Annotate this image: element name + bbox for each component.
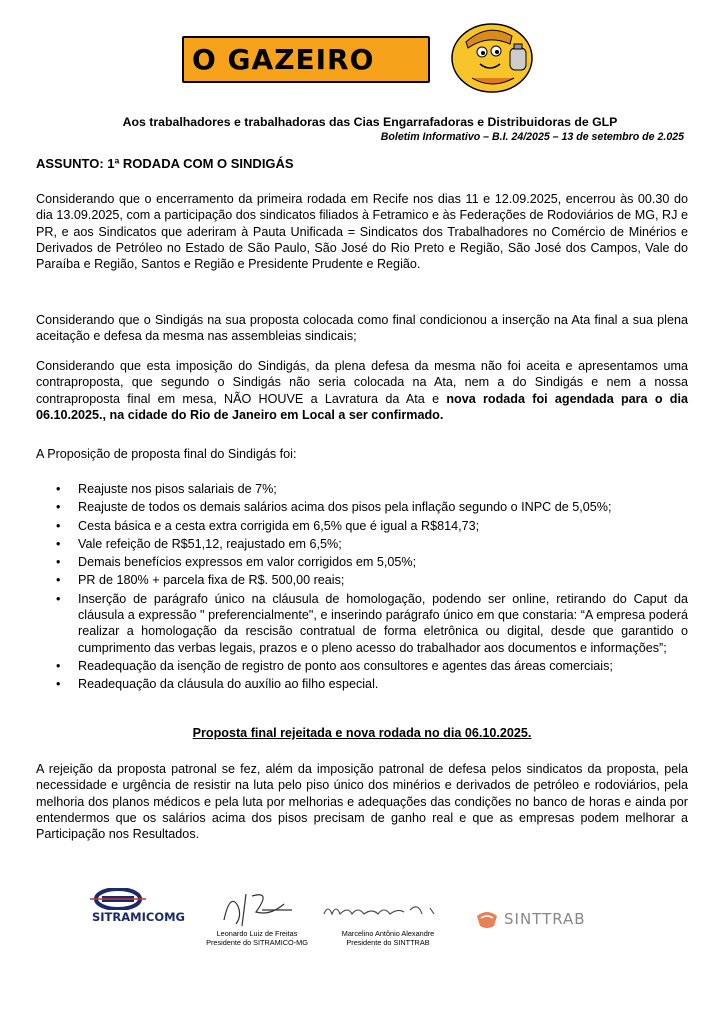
list-item	[56, 572, 688, 588]
sinttrab-logo	[474, 906, 614, 932]
paragraph-proposal-intro: A Proposição de proposta final do Sindigás foi:	[36, 447, 297, 461]
masthead-banner	[182, 36, 430, 83]
list-item-text: PR de 180% + parcela fixa de R$. 500,00 reais;	[78, 573, 345, 588]
bullet-icon: •	[56, 573, 61, 588]
mascot-gas-worker-icon	[448, 18, 543, 94]
paragraph-first-round: Considerando que o encerramento da primeira rodada em Recife nos dias 11 e 12.09.2025, encerrou às 00.30 do dia 13.09.2025, com a participação dos sindicatos filiados à Fetramico e às Federações de Rodoviários de MG, RJ e PR, e aos Sindicatos que aderiram à Pauta Unificada = Sindicatos dos Trabalhadores no Comércio de Minérios e Derivados de Petróleo no Estado de São Paulo, São José do Rio Preto e Região, São José dos Campos, Vale do Paraíba e Região, Santos e Região e Presidente Prudente e Região.	[36, 192, 688, 272]
bulletin-line: Boletim Informativo – B.I. 24/2025 – 13 de setembro de 2.025	[380, 131, 684, 143]
paragraph-no-minutes-text: Considerando que esta imposição do Sindigás, da plena defesa da mesma não foi aceita e apresentamos uma contraproposta, que segundo o Sindigás não seria colocada na Ata, nem a do Sindigás e nem a nossa contraproposta final em mesa, NÃO HOUVE a Lavratura da Ata e	[36, 359, 688, 406]
subject-heading: ASSUNTO: 1ª RODADA COM O SINDIGÁS	[36, 156, 294, 171]
signature-leonardo	[212, 886, 302, 931]
rejected-heading-text: Proposta final rejeitada e nova rodada no dia 06.10.2025.	[192, 726, 532, 740]
bullet-icon: •	[56, 677, 61, 692]
list-item	[56, 676, 688, 692]
list-item-text: Readequação da isenção de registro de ponto aos consultores e agentes das áreas comerciais;	[78, 658, 613, 673]
list-item-text: Vale refeição de R$51,12, reajustado em 6,5%;	[78, 536, 342, 551]
signer-name: Leonardo Luiz de Freitas	[216, 929, 298, 938]
signer-role: Presidente do SINTTRAB	[346, 938, 430, 947]
list-item	[56, 499, 688, 515]
proposal-list	[56, 481, 688, 695]
list-item-text: Cesta básica e a cesta extra corrigida em 6,5% que é igual a R$814,73;	[78, 518, 480, 533]
bullet-icon: •	[56, 482, 61, 496]
list-item-text: Demais benefícios expressos em valor corrigidos em 5,05%;	[78, 555, 417, 570]
paragraph-no-minutes	[36, 358, 688, 423]
list-item-text: Reajuste de todos os demais salários acima dos pisos pela inflação segundo o INPC de 5,05%;	[78, 500, 612, 515]
masthead-title: O GAZEIRO	[192, 43, 375, 76]
rejected-heading	[0, 726, 724, 740]
bullet-icon: •	[56, 500, 61, 515]
list-item	[56, 518, 688, 534]
bullet-icon: •	[56, 555, 61, 570]
audience-line: Aos trabalhadores e trabalhadoras das Cias Engarrafadoras e Distribuidoras de GLP	[122, 115, 618, 129]
list-item	[56, 591, 688, 656]
list-item-text: Reajuste nos pisos salariais de 7%;	[78, 482, 277, 496]
sinttrab-logo-text: SINTTRAB	[504, 910, 586, 928]
list-item	[56, 481, 688, 497]
paragraph-rejection-reasons: A rejeição da proposta patronal se fez, além da imposição patronal de defesa pelos sindicatos da proposta, pela necessidade e urgência de resistir na luta pelo piso único dos minérios e derivados de petróleo e rodoviários, pela melhoria dos planos médicos e pela luta por melhorias e adequações das condições no banco de horas e ainda por entendermos que os salários acima dos pisos precisam de ganho real e que as empresas podem melhorar a Participação nos Resultados.	[36, 762, 688, 842]
paragraph-sindigas-condition: Considerando que o Sindigás na sua proposta colocada como final condicionou a inserção na Ata final a sua plena aceitação e defesa da mesma nas assembleias sindicais;	[36, 313, 688, 344]
signer-role: Presidente do SITRAMICO-MG	[206, 938, 308, 947]
bullet-icon: •	[56, 658, 61, 673]
list-item	[56, 554, 688, 570]
signer-leonardo	[182, 929, 332, 947]
new-round-date: nova rodada foi agendada para o dia 06.10.2025., na cidade do Rio de Janeiro em Local a ser confirmado.	[36, 391, 688, 422]
bullet-icon: •	[56, 536, 61, 551]
list-item-text: Readequação da cláusula do auxílio ao filho especial.	[78, 677, 379, 692]
sitramico-logo-text: SITRAMICOMG	[92, 910, 185, 924]
bullet-icon: •	[56, 591, 61, 606]
signer-name: Marcelino Antônio Alexandre	[341, 929, 435, 938]
signer-marcelino	[318, 929, 458, 947]
bullet-icon: •	[56, 518, 61, 533]
list-item	[56, 536, 688, 552]
signature-marcelino	[318, 888, 458, 928]
list-item-text: Inserção de parágrafo único na cláusula de homologação, podendo ser online, retirando do Caput da cláusula a expressão " preferencialmente", e inserindo parágrafo único em que constaria: “A empresa poderá realizar a homologação da rescisão contratual de forma eletrônica ou digital, desde que garantido o cumprimento das verbas legais, prazos e o pleno acesso do trabalhador aos documentos e informações”;	[78, 591, 688, 655]
sitramico-emblem-icon	[88, 888, 208, 910]
sinttrab-emblem-icon	[474, 906, 500, 932]
list-item	[56, 658, 688, 674]
